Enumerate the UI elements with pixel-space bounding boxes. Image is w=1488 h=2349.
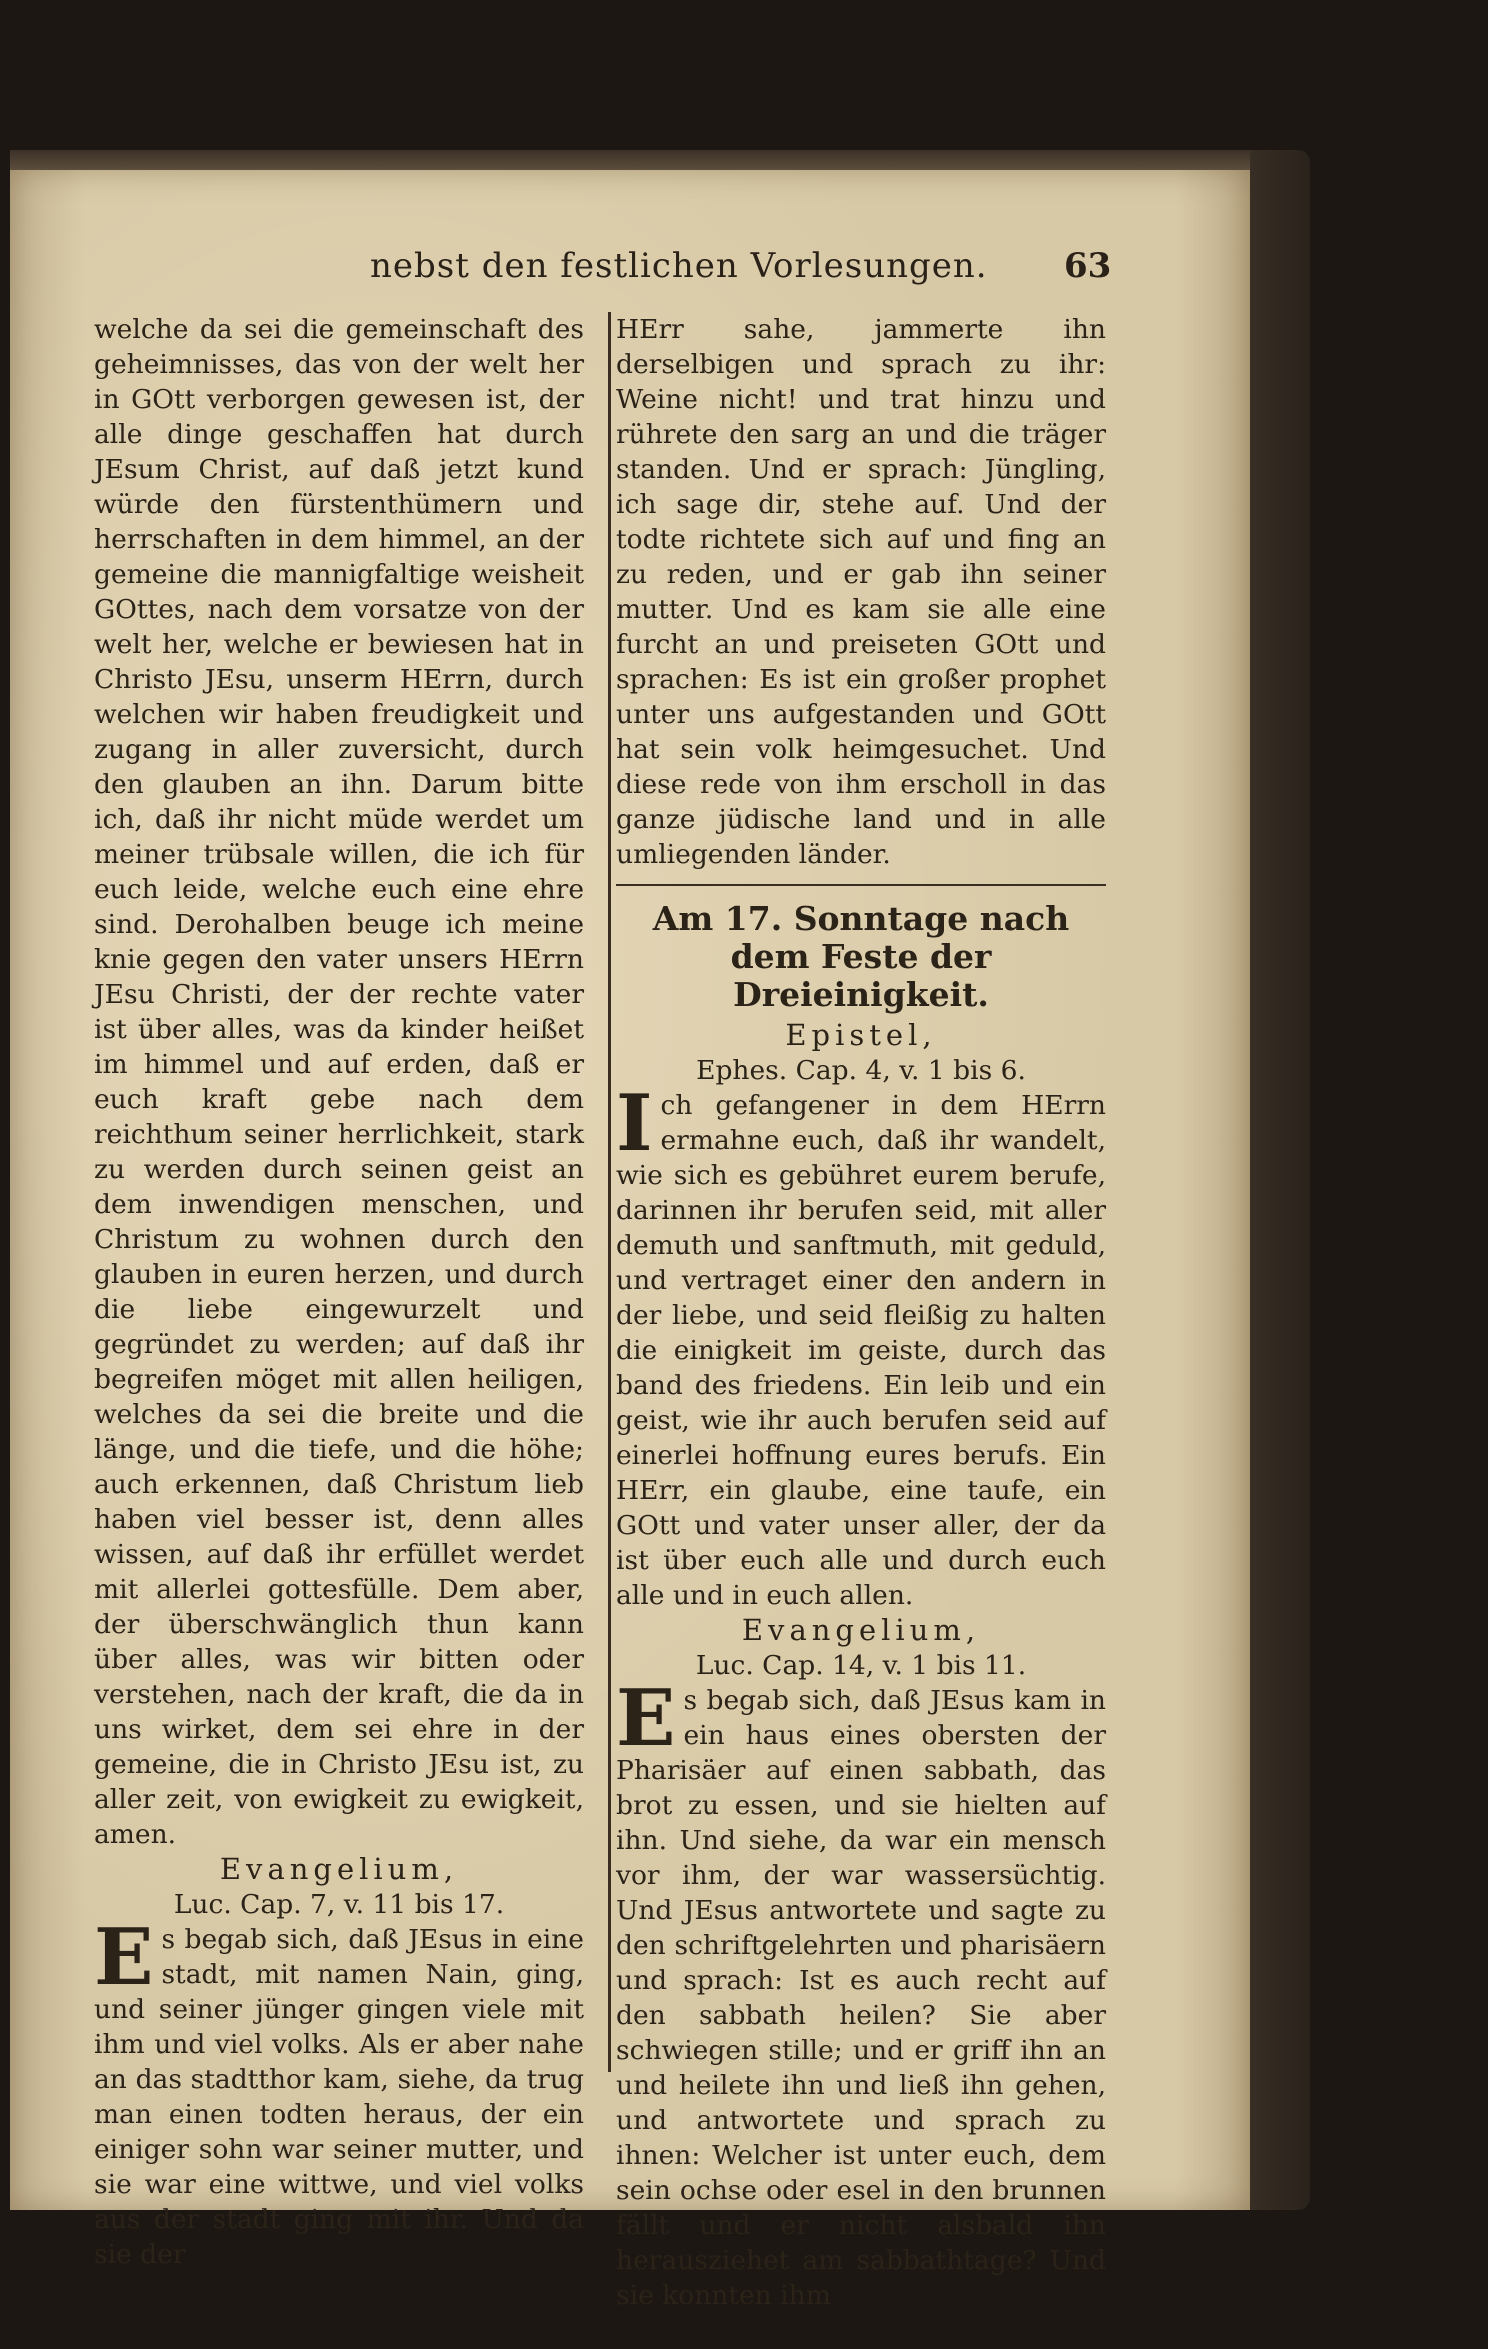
epistle-body: ch gefangener in dem HErrn ermahne euch, daß ihr wandelt, wie sich es gebühret eurem berufe, darinnen ihr berufen seid, mit aller demuth und sanftmuth, mit geduld, und vertraget einer den andern in der liebe, und seid fleißig zu halten die einigkeit im geiste, durch das band des friedens. Ein leib und ein geist, wie ihr auch berufen seid auf einerlei hoffnung eures berufs. Ein HErr, ein glaube, eine taufe, ein GOtt und vater unser aller, der da ist über euch alle und durch euch alle und in euch allen. [616, 1090, 1106, 1611]
left-column [94, 312, 584, 2272]
drop-cap: E [94, 1912, 154, 2003]
gospel-body: s begab sich, daß JEsus in eine stadt, mit namen Nain, ging, und seiner jünger gingen viele mit ihm und viel volks. Als er aber nahe an das stadtthor kam, siehe, da trug man einen todten heraus, der ein einiger sohn war seiner mutter, und sie war eine wittwe, und viel volks aus der stadt ging mit ihr. Und da sie der [94, 1924, 584, 2270]
gospel-reference: Luc. Cap. 7, v. 11 bis 17. [173, 1889, 505, 1920]
gospel-reference: Luc. Cap. 14, v. 1 bis 11. [695, 1650, 1027, 1681]
left-paragraph: welche da sei die gemeinschaft des geheimnisses, das von der welt her in GOtt verborgen gewesen ist, der alle dinge geschaffen hat durch JEsum Christ, auf daß jetzt kund würde den fürstenthümern und herrschaften in dem himmel, an der gemeine die mannigfaltige weisheit GOttes, nach dem vorsatze von der welt her, welche er bewiesen hat in Christo JEsu, unserm HErrn, durch welchen wir haben freudigkeit und zugang in aller zuversicht, durch den glauben an ihn. Darum bitte ich, daß ihr nicht müde werdet um meiner trübsale willen, die ich für euch leide, welche euch eine ehre sind. Derohalben beuge ich meine knie gegen den vater unsers HErrn JEsu Christi, der der rechte vater ist über alles, was da kinder heißet im himmel und auf erden, daß er euch kraft gebe nach dem reichthum seiner herrlichkeit, stark zu werden durch seinen geist an dem inwendigen menschen, und Christum zu wohnen durch den glauben in euren herzen, und durch die liebe eingewurzelt und gegründet zu werden; auf daß ihr begreifen möget mit allen heiligen, welches da sei die breite und die länge, und die tiefe, und die höhe; auch erkennen, daß Christum lieb haben viel besser ist, denn alles wissen, auf daß ihr erfüllet werdet mit allerlei gottesfülle. Dem aber, der überschwänglich thun kann über alles, was wir bitten oder verstehen, nach der kraft, die da in uns wirket, dem sei ehre in der gemeine, die in Christo JEsu ist, zu aller zeit, von ewigkeit zu ewigkeit, amen. [94, 314, 584, 1850]
epistle-reference: Ephes. Cap. 4, v. 1 bis 6. [696, 1055, 1026, 1086]
column-divider [608, 312, 611, 2072]
right-column [616, 312, 1106, 2313]
section-rule [616, 884, 1106, 886]
gospel-label: Evangelium, [741, 1613, 981, 1647]
gospel-text [616, 1673, 1106, 2313]
right-paragraph: HErr sahe, jammerte ihn derselbigen und sprach zu ihr: Weine nicht! und trat hinzu und rührete den sarg an und die träger standen. Und er sprach: Jüngling, ich sage dir, stehe auf. Und der todte richtete sich auf und fing an zu reden, und er gab ihn seiner mutter. Und es kam sie alle eine furcht an und preiseten GOtt und sprachen: Es ist ein großer prophet unter uns aufgestanden und GOtt hat sein volk heimgesuchet. Und diese rede von ihm erscholl in das ganze jüdische land und in alle umliegenden länder. [616, 314, 1106, 870]
running-head: nebst den festlichen Vorlesungen. [370, 246, 988, 286]
gospel-label: Evangelium, [219, 1852, 459, 1886]
page-number: 63 [1064, 246, 1112, 286]
section-title: Am 17. Sonntage nach dem Feste der Dreieinigkeit. [652, 899, 1070, 1014]
drop-cap: E [616, 1673, 676, 1764]
gospel-text [94, 1912, 584, 2272]
drop-cap: I [616, 1078, 653, 1169]
gospel-body: s begab sich, daß JEsus kam in ein haus eines obersten der Pharisäer auf einen sabbath, das brot zu essen, und sie hielten auf ihn. Und siehe, da war ein mensch vor ihm, der war wassersüchtig. Und JEsus antwortete und sagte zu den schriftgelehrten und pharisäern und sprach: Ist es auch recht auf den sabbath heilen? Sie aber schwiegen stille; und er griff ihn an und heilete ihn und ließ ihn gehen, und antwortete und sprach zu ihnen: Welcher ist unter euch, dem sein ochse oder esel in den brunnen fällt und er nicht alsbald ihn herausziehet am sabbathtage? Und sie konnten ihm [616, 1685, 1106, 2311]
epistle-label: Epistel, [785, 1018, 937, 1052]
epistle-text [616, 1078, 1106, 1613]
